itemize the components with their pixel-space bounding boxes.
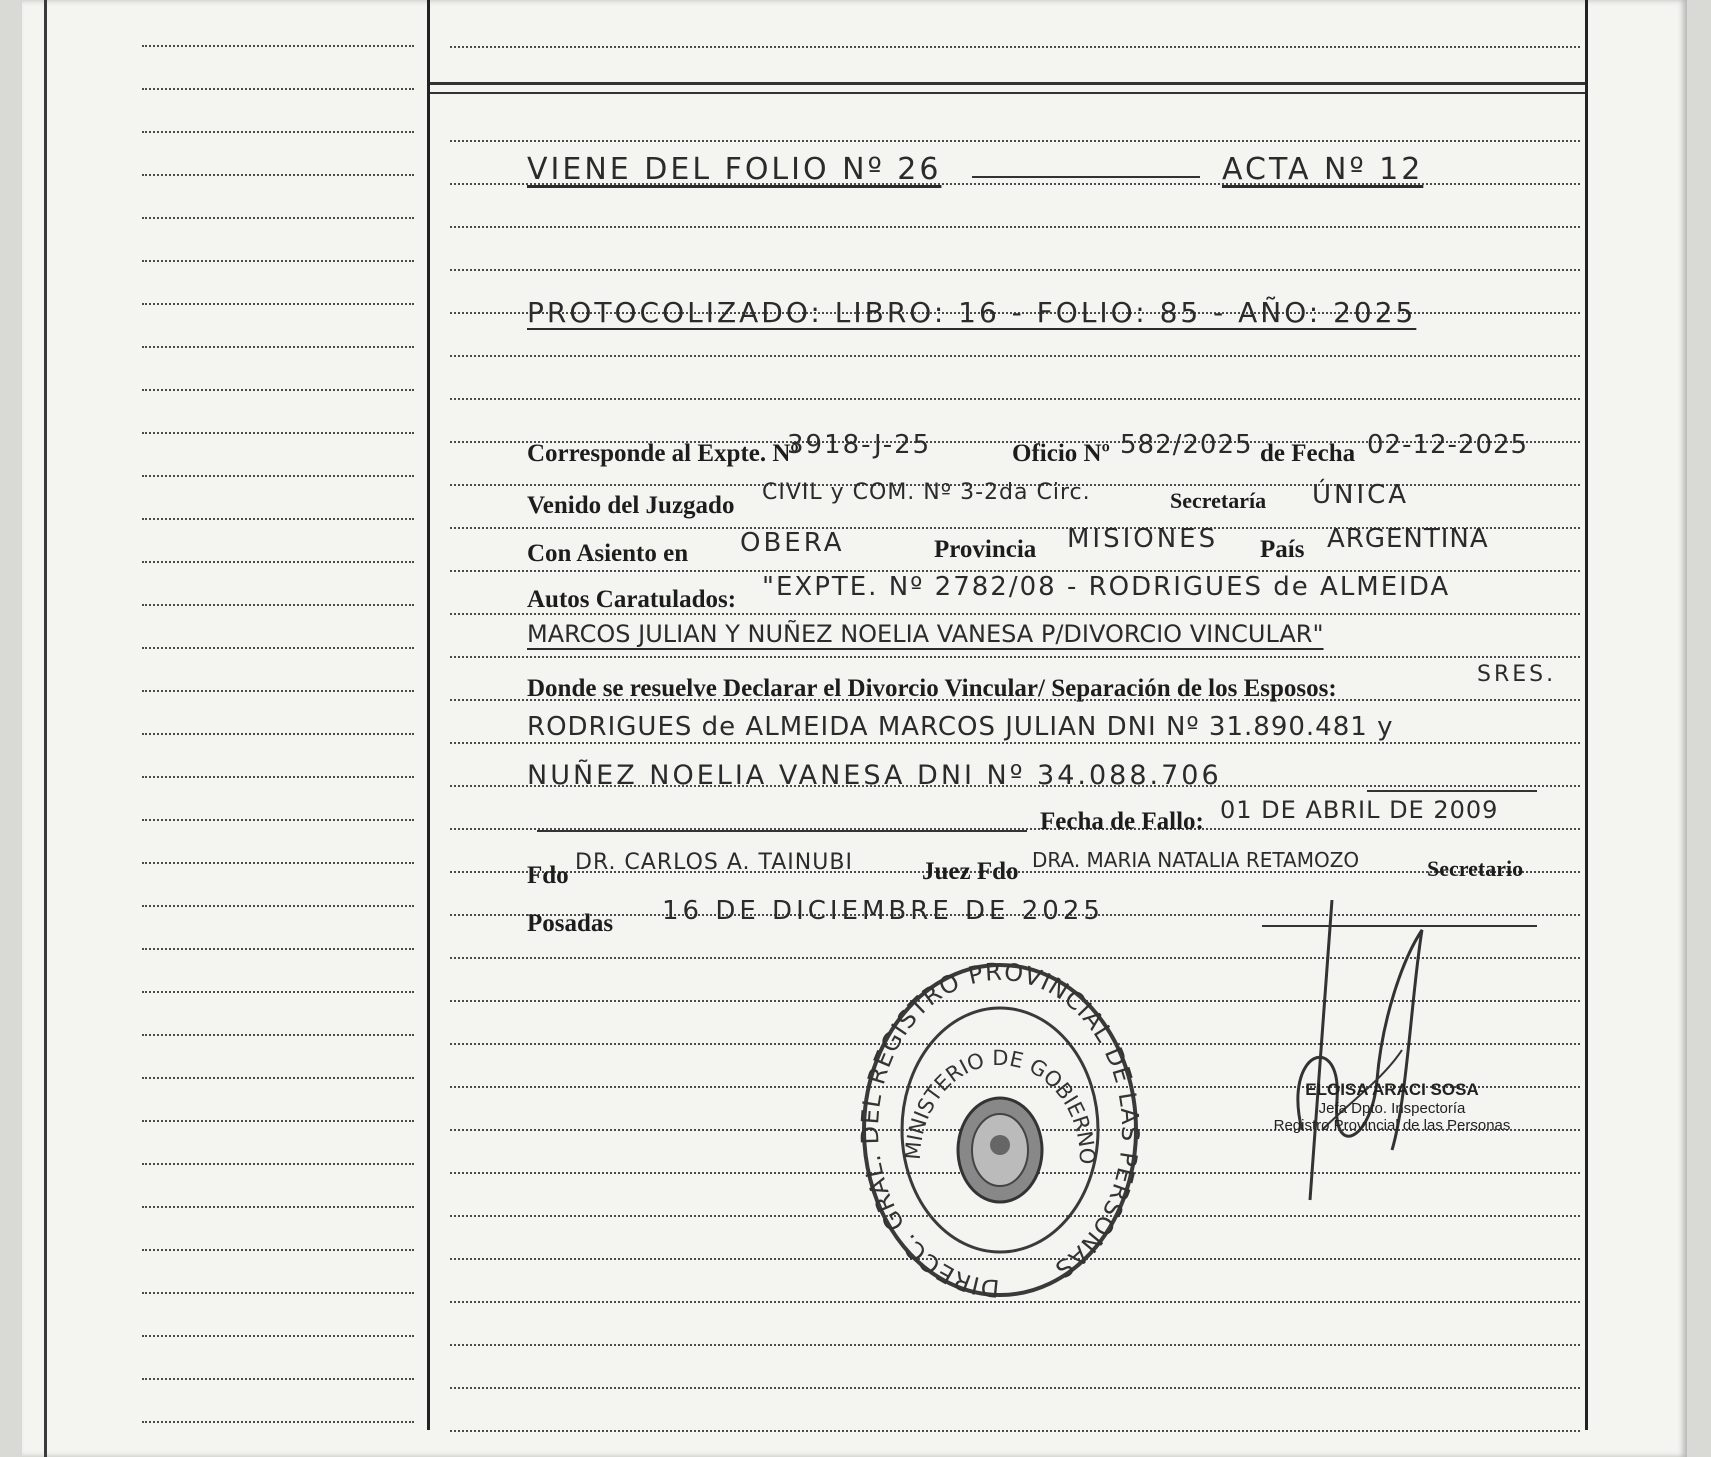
fdo-value: DR. CARLOS A. TAINUBI [575, 850, 853, 875]
protocol-line: PROTOCOLIZADO: LIBRO: 16 - FOLIO: 85 - AÑO: 2025 [527, 296, 1417, 329]
left-ruled-line [142, 260, 414, 262]
juez-fdo-value: DRA. MARIA NATALIA RETAMOZO [1032, 848, 1360, 872]
provincia-value: MISIONES [1067, 524, 1219, 554]
left-ruled-line [142, 1034, 414, 1036]
fdo-label: Fdo [527, 862, 569, 889]
left-ruled-line [142, 217, 414, 219]
pais-value: ARGENTINA [1327, 524, 1489, 554]
esposo-line: RODRIGUES de ALMEIDA MARCOS JULIAN DNI Nº 31.890.481 y [527, 712, 1394, 742]
posadas-label: Posadas [527, 910, 614, 937]
main-ruled-line [450, 398, 1580, 400]
main-ruled-line [450, 1344, 1580, 1346]
venido-label: Venido del Juzgado [527, 492, 735, 519]
resuelve-value: SRES. [1477, 662, 1557, 687]
left-ruled-line [142, 905, 414, 907]
left-ruled-line [142, 1292, 414, 1294]
left-ruled-line [142, 561, 414, 563]
secretaria-value: ÚNICA [1312, 480, 1410, 510]
main-ruled-line [450, 355, 1580, 357]
autos-value-1: "EXPTE. Nº 2782/08 - RODRIGUES de ALMEIDA [762, 572, 1451, 602]
fecha-label: de Fecha [1260, 440, 1356, 467]
esposa-line: NUÑEZ NOELIA VANESA DNI Nº 34.088.706 [527, 760, 1222, 791]
resuelve-label: Donde se resuelve Declarar el Divorcio Vincular/ Separación de los Esposos: [527, 675, 1337, 702]
signature-icon [1282, 900, 1482, 1240]
left-ruled-line [142, 690, 414, 692]
left-ruled-line [142, 1120, 414, 1122]
left-ruled-line [142, 432, 414, 434]
main-ruled-line [450, 656, 1580, 658]
viene-del-folio: VIENE DEL FOLIO Nº 26 [527, 152, 942, 187]
left-ruled-line [142, 346, 414, 348]
left-ruled-line [142, 1335, 414, 1337]
autos-value-2: MARCOS JULIAN Y NUÑEZ NOELIA VANESA P/DIVORCIO VINCULAR" [527, 620, 1324, 648]
left-ruled-line [142, 389, 414, 391]
left-ruled-line [142, 303, 414, 305]
top-rule [430, 82, 1585, 85]
official-stamp [1222, 1080, 1562, 1134]
main-ruled-line [450, 226, 1580, 228]
left-ruled-line [142, 991, 414, 993]
fallo-value: 01 DE ABRIL DE 2009 [1220, 796, 1499, 824]
left-ruled-line [142, 131, 414, 133]
oficio-label: Oficio Nº [1012, 440, 1110, 467]
left-ruled-line [142, 1163, 414, 1165]
left-ruled-line [142, 1077, 414, 1079]
right-border [1585, 0, 1588, 1430]
asiento-value: OBERA [740, 528, 845, 558]
autos-label: Autos Caratulados: [527, 586, 737, 613]
left-ruled-line [142, 647, 414, 649]
fallo-dash [537, 830, 1027, 832]
posadas-value: 16 DE DICIEMBRE DE 2025 [662, 896, 1104, 926]
left-ruled-line [142, 45, 414, 47]
main-ruled-line [450, 140, 1580, 142]
expte-value: 3918-J-25 [787, 430, 932, 460]
main-ruled-line [450, 1430, 1580, 1432]
left-ruled-line [142, 1378, 414, 1380]
main-ruled-line [450, 1387, 1580, 1389]
juzgado-value: CIVIL y COM. Nº 3-2da Circ. [762, 480, 1091, 505]
asiento-label: Con Asiento en [527, 540, 689, 567]
main-ruled-line [450, 269, 1580, 271]
acta-number: ACTA Nº 12 [1222, 152, 1424, 187]
stamp-office: Registro Provincial de las Personas [1273, 1117, 1511, 1134]
fallo-label: Fecha de Fallo: [1040, 808, 1204, 835]
left-ruled-line [142, 518, 414, 520]
left-ruled-line [142, 1421, 414, 1423]
left-ruled-line [142, 1206, 414, 1208]
left-ruled-line [142, 948, 414, 950]
left-ruled-line [142, 776, 414, 778]
seal-outer-text: DIRECC. GRAL. L REGISTRO PROVINCIAL DE L PERSONAS [860, 960, 1140, 1300]
left-ruled-line [142, 862, 414, 864]
secretaria-label: Secretaría [1170, 488, 1267, 513]
oficio-value: 582/2025 [1120, 430, 1253, 460]
main-ruled-line [450, 46, 1580, 48]
column-divider [427, 0, 430, 1430]
left-ruled-line [142, 819, 414, 821]
official-seal [860, 960, 1140, 1300]
header-dash [972, 176, 1200, 178]
fecha-value: 02-12-2025 [1367, 430, 1529, 460]
left-ruled-line [142, 1249, 414, 1251]
document-page [22, 0, 1687, 1457]
seal-inner-text: MINISTERIO DE GOBIERNO [900, 1045, 1100, 1165]
corresponde-label: Corresponde al Expte. Nº [527, 440, 799, 467]
left-ruled-line [142, 604, 414, 606]
left-ruled-line [142, 88, 414, 90]
left-ruled-line [142, 475, 414, 477]
secretario-label: Secretario [1427, 856, 1524, 881]
left-margin-column [22, 0, 452, 1457]
main-ruled-line [450, 742, 1580, 744]
juez-label: Juez Fdo [922, 858, 1019, 885]
provincia-label: Provincia [934, 536, 1037, 563]
main-ruled-line [450, 1301, 1580, 1303]
left-ruled-line [142, 174, 414, 176]
stamp-role: Jefa Dpto. Inspectoría [1318, 1100, 1466, 1117]
stamp-name: ELOISA ARACI SOSA [1305, 1080, 1479, 1099]
left-ruled-line [142, 733, 414, 735]
pais-label: País [1260, 536, 1305, 563]
esposa-dash [1367, 790, 1537, 792]
top-rule-2 [430, 92, 1585, 94]
